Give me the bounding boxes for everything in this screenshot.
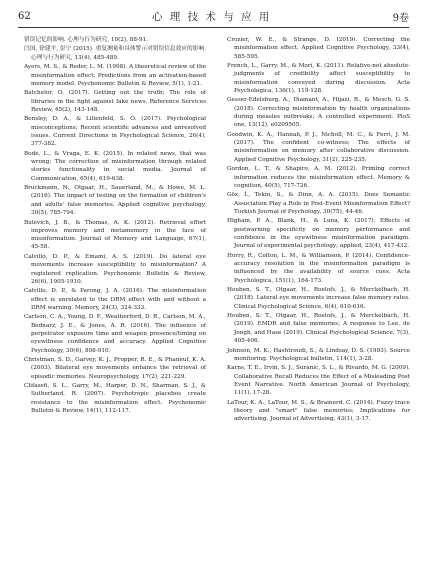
- journal-title: 心 理 技 术 与 应 用: [151, 10, 272, 23]
- reference-entry: Crozier, W. E., & Strange, D. (2019). Correcting the misinformation effect. Applied Cognitive Psychology, 33(4), 585-595.: [227, 37, 410, 60]
- reference-entry: Goodwin, K. A., Hannah, P. J., Nicholl, M. C., & Ferri, J. M. (2017). The confident co-witness; The effects of misinformation on memory after collaborative discussion. Applied Cognitive Psychology, 31(2), 225-235.: [227, 131, 410, 163]
- references-left-column: [24, 36, 206, 417]
- reference-entry: Higham, P. A., Blank, H., & Luna, K. (2017). Effects of postwarning specificity on memory performance and confidence in the eyewitness misinformation paradigm. Journal of experimental psychology; applied, 23(4), 417-432.: [227, 218, 410, 250]
- reference-entry: Bulevich, J. B., & Thomas, A. K. (2012). Retrieval effort improves memory and metamemory in the face of misinformation. Journal of Memory and Language, 67(1), 45-58.: [24, 219, 206, 251]
- reference-entry: Horry, R., Colton, L. M., & Williamson, P. (2014). Confidence-accuracy resolution in the misinformation paradigm is influenced by the availability of source cues. Acta Psychologica, 151(1), 164-173.: [227, 252, 410, 284]
- reference-entry: LaTour, K. A., LaTour, M. S., & Brainerd, C. (2014). Fuzzy trace theory and "smart" false memories; Implications for advertising. Journal of Advertising, 43(1), 3-17.: [227, 399, 410, 423]
- reference-entry: 错误记忆的影响. 心理与行为研究, 10(2), 88-91.: [24, 37, 148, 43]
- page-number: 62: [18, 10, 31, 22]
- reference-entry: Houben, S. T., Otgaar, H., Roelofs, J., & Merckelbach, H. (2019). EMDR and false memories; A response to Lee, de Jongh, and Hase (2019). Clinical Psychological Science, 7(3), 405-406.: [227, 313, 410, 345]
- reference-entry: Batchelor, O. (2017). Getting out the truth; The role of libraries in the fight against fake news. Reference Services Review, 45(2), 143-148.: [24, 90, 206, 113]
- header-rule: [18, 27, 409, 28]
- reference-entry: Karns, T. E., Irvin, S. J., Suranic, S. L., & Rivardo, M. G. (2009). Collaborative Recall Reduces the Effect of a Misleading Post Event Narrative. North American Journal of Psychology, 11(1), 17-28.: [227, 365, 410, 397]
- volume-label: 9卷: [392, 12, 409, 24]
- reference-entry: Johnson, M. K., Hashtroudi, S., & Lindsay, D. S. (1993). Source monitoring. Psychological bulletin, 114(1), 3-28.: [227, 347, 410, 362]
- reference-entry: Bensley, D. A., & Lilienfeld, S. O. (2017). Psychological misconceptions; Recent scientific advances and unresolved issues. Current Directions in Psychological Science, 26(4), 377-382.: [24, 116, 206, 148]
- references-right-column: [227, 36, 410, 425]
- reference-entry: Bode, L., & Vraga, E. K. (2015). In related news, that was wrong; The correction of misinformation through related stories functionality in social media. Journal of Communication, 65(4), 619-638.: [24, 150, 206, 182]
- reference-entry: Houben, S. T., Otgaar, H., Roelofs, J., & Merckelbach, H. (2018). Lateral eye movements increase false memory rates. Clinical Psychological Science, 6(4), 610-616.: [227, 287, 410, 310]
- page-header: [18, 6, 409, 26]
- reference-entry: Bruckmann, N., Otgaar, H., Sauerland, M., & Howe, M. L. (2016). The impact of testing on the formation of children's and adults' false memories. Applied cognitive psychology, 30(5), 785-794.: [24, 185, 206, 217]
- reference-entry: Ayers, M. S., & Reder, L. M. (1998). A theoretical review of the misinformation effect; Predictions from an activation-based memory model. Psychonomic Bulletin & Review, 5(1), 1-21.: [24, 64, 206, 87]
- reference-entry: Christman, S. D., Garvey, K. J., Propper, R. E., & Phaneuf, K. A. (2003). Bilateral eye movements enhance the retrieval of episodic memories. Neuropsychology, 17(2), 221-229.: [24, 357, 206, 380]
- reference-entry: Clifasefi, S. L., Garry, M., Harper, D. N., Sharman, S. J., & Sutherland, R. (2007). Psychotropic placebos create resistance to the misinformation effect. Psychonomic Bulletin & Review, 14(1), 112-117.: [24, 383, 206, 415]
- reference-entry: Calvillo, D. P., & Emami, A. S. (2019). Do lateral eye movements increase susceptibility to misinformation? A registered replication. Psychonomic Bulletin & Review, 26(6), 1905-1910.: [24, 253, 206, 285]
- reference-entry: Gesser-Edelsburg, A., Diamant, A., Hijazi, R., & Mesch, G. S. (2018). Correcting misinformation by health organizations during measles outbreaks; A controlled experiment. PloS one, 13(12), e0209505.: [227, 97, 410, 129]
- reference-entry: French, L., Garry, M., & Mori, K. (2011). Relative-not absolute-judgments of credibility affect susceptibility to misinformation conveyed during discussion. Acta Psychologica, 136(1), 119-128.: [227, 63, 410, 94]
- reference-entry: Carlson, C. A., Young, D. F., Weatherford, D. R., Carlson, M. A., Bednarz, J. E., & Jones, A. R. (2016). The influence of perpetrator exposure time and weapon presence/timing on eyewitness confidence and accuracy. Applied Cognitive Psychology, 30(6), 898-910.: [24, 314, 206, 354]
- reference-entry: Calvillo, D. P., & Parong, J. A. (2016). The misinformation effect is unrelated to the DRM effect with and without a DRM warning. Memory, 24(3), 324-333.: [24, 288, 206, 311]
- reference-entry: 闫国, 徐建平, 彭宁 (2015). 重复测量和具体警示对错误信息效应的影响. 心理与行为研究, 13(4), 485-489.: [24, 46, 206, 61]
- reference-entry: Göz, İ., Tekin, S., & Dinn, A. A. (2015). Does Semantic Association Play a Role in Post-Event Misinformation Effect? Turkish Journal of Psychology, 30(75), 44-46.: [227, 192, 410, 215]
- reference-entry: Gordon, L. T., & Shapiro, A. M. (2012). Priming correct information reduces the misinformation effect. Memory & cognition, 40(5), 717-726.: [227, 166, 410, 189]
